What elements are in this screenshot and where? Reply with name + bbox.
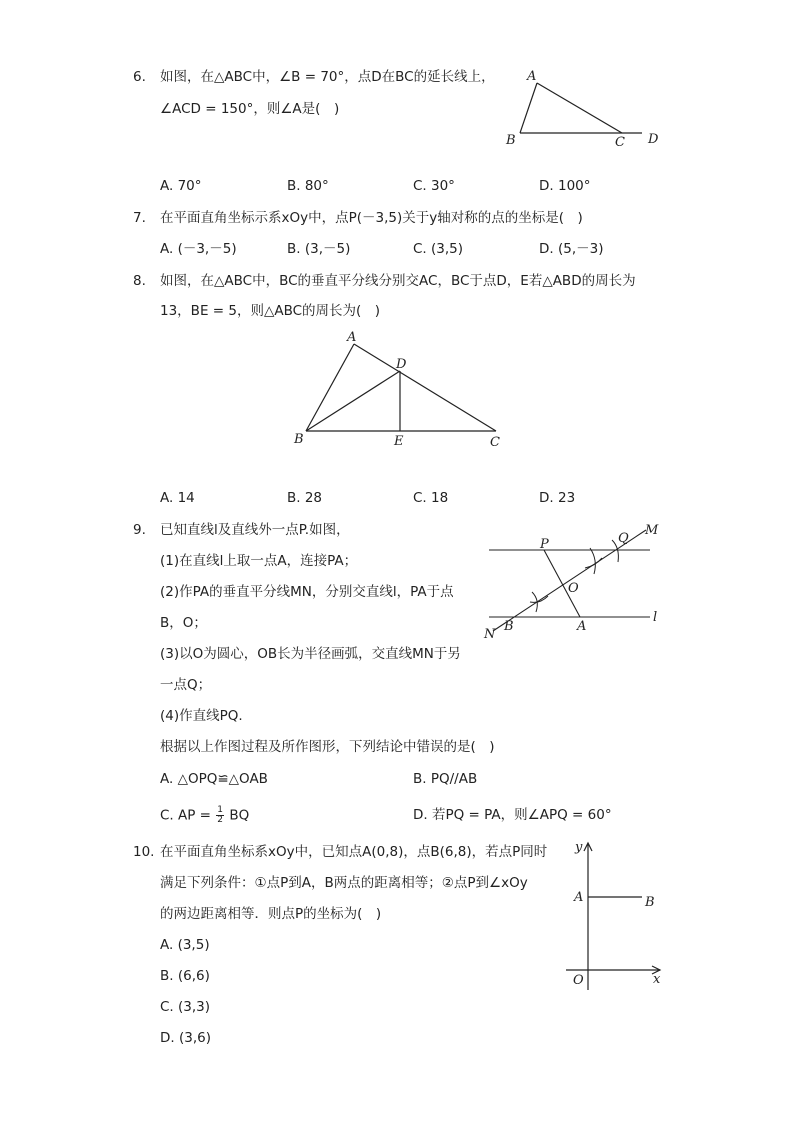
option-d: D. (3,6) xyxy=(160,1030,211,1046)
question-text: 已知直线l及直线外一点P.如图， xyxy=(160,522,350,538)
label-P: P xyxy=(540,537,549,552)
option-c: C. 18 xyxy=(413,490,449,506)
option-c: C. (3,3) xyxy=(160,999,211,1015)
question-text: 在平面直角坐标示系xOy中，点P(－3,5)关于y轴对称的点的坐标是( ) xyxy=(160,210,583,226)
label-D: D xyxy=(648,132,659,147)
question-text: 在平面直角坐标系xOy中，已知点A(0,8)，点B(6,8)，若点P同时 xyxy=(160,844,548,860)
label-A: A xyxy=(527,69,537,84)
label-C: C xyxy=(490,435,500,450)
label-E: E xyxy=(394,434,404,449)
question-text: 的两边距离相等．则点P的坐标为( ) xyxy=(160,906,382,922)
question-number: 9. xyxy=(133,522,146,538)
option-a: A. (－3,－5) xyxy=(160,241,237,257)
option-c: C. AP = $\frac{1}{2}$ BQ xyxy=(160,805,250,825)
question-step: (3)以O为圆心，OB长为半径画弧，交直线MN于另 xyxy=(160,646,461,662)
option-a: A. (3,5) xyxy=(160,937,210,953)
question-step: B，O； xyxy=(160,615,207,631)
question-number: 10. xyxy=(133,844,155,860)
question-number: 8. xyxy=(133,273,146,289)
question-step: (4)作直线PQ. xyxy=(160,708,243,724)
coordinate-figure xyxy=(560,838,670,998)
option-b: B. (6,6) xyxy=(160,968,210,984)
option-d: D. 23 xyxy=(539,490,576,506)
question-text: 根据以上作图过程及所作图形，下列结论中错误的是( ) xyxy=(160,739,495,755)
option-c: C. 30° xyxy=(413,178,455,194)
option-a: A. 70° xyxy=(160,178,202,194)
label-N: N xyxy=(484,627,496,642)
option-d: D. (5,－3) xyxy=(539,241,604,257)
question-text: 满足下列条件：①点P到A，B两点的距离相等；②点P到∠xOy xyxy=(160,875,528,891)
question-text: ∠ACD = 150°，则∠A是( ) xyxy=(160,101,340,117)
label-M: M xyxy=(645,523,659,538)
label-B: B xyxy=(506,133,516,148)
label-O: O xyxy=(573,973,584,988)
label-l: l xyxy=(653,610,658,625)
question-step: (2)作PA的垂直平分线MN，分别交直线l，PA于点 xyxy=(160,584,454,600)
option-d: D. 100° xyxy=(539,178,591,194)
label-B: B xyxy=(504,619,514,634)
option-b: B. (3,－5) xyxy=(287,241,351,257)
fraction: $\frac{1}{2}$ xyxy=(217,805,224,825)
question-step: 一点Q； xyxy=(160,677,212,693)
question-text: 13，BE = 5，则△ABC的周长为( ) xyxy=(160,303,381,319)
option-a: A. △OPQ≌△OAB xyxy=(160,771,268,787)
label-D: D xyxy=(396,357,407,372)
label-C: C xyxy=(615,135,625,150)
option-b: B. PQ//AB xyxy=(413,771,478,787)
option-b: B. 28 xyxy=(287,490,323,506)
question-text: 如图，在△ABC中，BC的垂直平分线分别交AC，BC于点D，E若△ABD的周长为 xyxy=(160,273,636,289)
label-O: O xyxy=(568,581,579,596)
label-x: x xyxy=(653,972,661,987)
construction-figure xyxy=(482,520,667,640)
question-number: 7. xyxy=(133,210,146,226)
label-A: A xyxy=(347,330,357,345)
label-A: A xyxy=(574,890,584,905)
label-B: B xyxy=(294,432,304,447)
option-d: D. 若PQ = PA，则∠APQ = 60° xyxy=(413,807,612,823)
option-c: C. (3,5) xyxy=(413,241,464,257)
question-number: 6. xyxy=(133,69,146,85)
triangle-bisector-figure xyxy=(290,328,510,453)
question-step: (1)在直线l上取一点A，连接PA； xyxy=(160,553,358,569)
label-B: B xyxy=(645,895,655,910)
label-Q: Q xyxy=(618,531,629,546)
label-y: y xyxy=(575,840,583,855)
option-a: A. 14 xyxy=(160,490,195,506)
triangle-figure xyxy=(500,70,670,150)
option-b: B. 80° xyxy=(287,178,329,194)
question-text: 如图，在△ABC中，∠B = 70°，点D在BC的延长线上， xyxy=(160,69,495,85)
label-A: A xyxy=(577,619,587,634)
